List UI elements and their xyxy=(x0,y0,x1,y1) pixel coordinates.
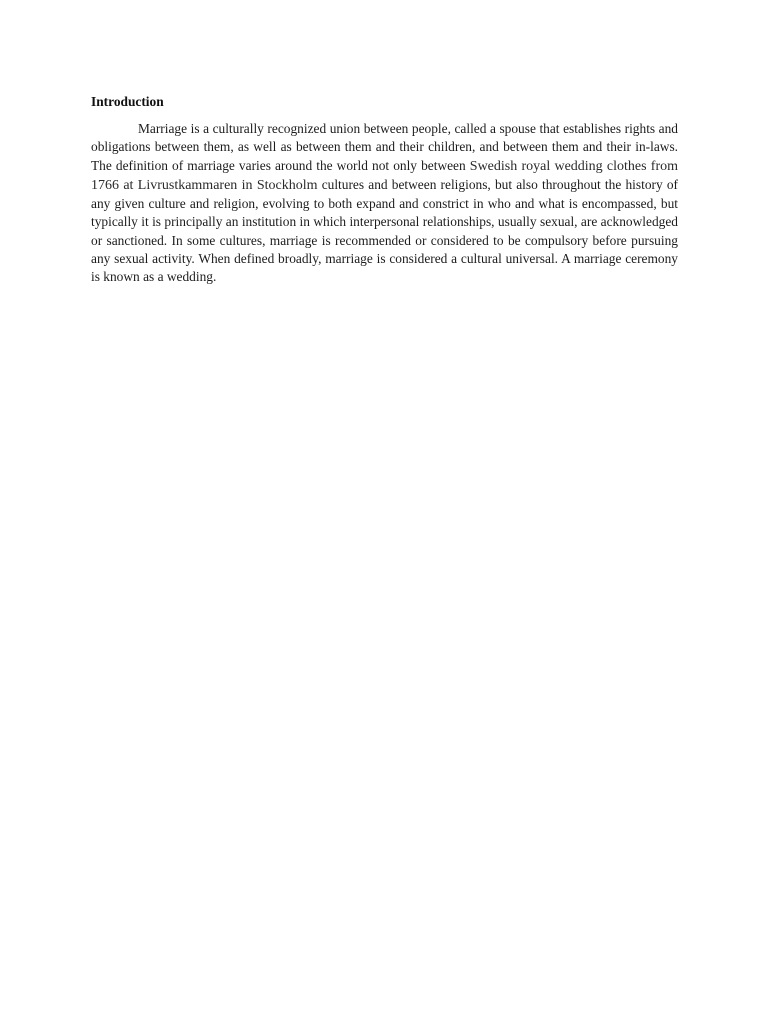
paragraph-text-start: Marriage is a culturally recognized union between people, called a spouse that establishes rights and obligations between them, as well as between them and their children, and between them and their in-laws. The definition of marriage varies around the world not only between xyxy=(91,121,678,173)
document-body xyxy=(91,93,678,287)
inserted-caption-text: Swedish royal wedding clothes from 1766 at Livrustkammaren in Stockholm xyxy=(91,158,679,193)
section-heading: Introduction xyxy=(91,94,164,109)
paragraph-text-end: cultures and between religions, but also throughout the history of any given culture and religion, evolving to both expand and constrict in who and what is encompassed, but typically it is principally an institution in which interpersonal relationships, usually sexual, are acknowledged or sanctioned. In some cultures, marriage is recommended or considered to be compulsory before pursuing any sexual activity. When defined broadly, marriage is considered a cultural universal. A marriage ceremony is known as a wedding. xyxy=(91,176,678,285)
body-paragraph xyxy=(91,120,678,287)
